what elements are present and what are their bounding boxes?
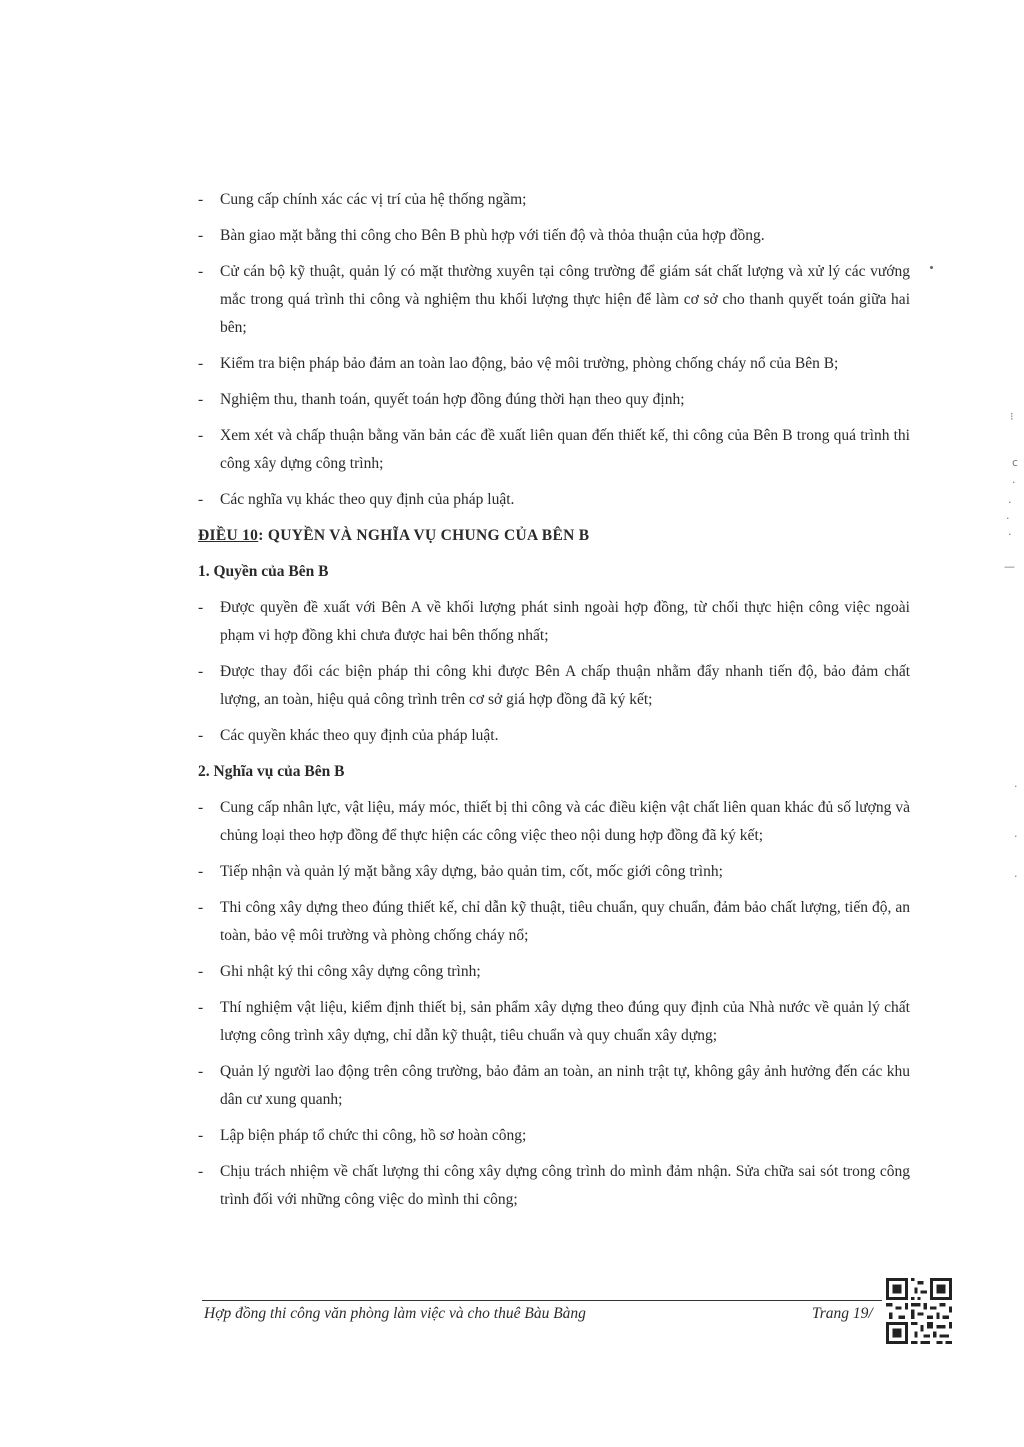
obligation-a-item [198, 350, 910, 378]
obligation-b-item [198, 858, 910, 886]
obligation-a-item-text: Cung cấp chính xác các vị trí của hệ thống ngầm; [220, 191, 527, 208]
obligation-b-item-text: Tiếp nhận và quản lý mặt bằng xây dựng, bảo quản tim, cốt, mốc giới công trình; [220, 863, 723, 880]
bullet-dash-icon: - [198, 227, 204, 244]
bullet-dash-icon: - [198, 1163, 204, 1180]
obligation-b-item-text: Chịu trách nhiệm về chất lượng thi công xây dựng công trình do mình đảm nhận. Sửa chữa sai sót trong công trình đối với những công việc do mình thi công; [220, 1163, 910, 1208]
footer-page-number: Trang 19/ [812, 1305, 873, 1322]
obligation-b-item [198, 894, 910, 950]
bullet-dash-icon: - [198, 263, 204, 280]
right-b-item [198, 722, 910, 750]
obligation-b-item [198, 958, 910, 986]
obligation-a-item-text: Xem xét và chấp thuận bằng văn bản các đề xuất liên quan đến thiết kế, thi công của Bên B trong quá trình thi công xây dựng công trình; [220, 427, 910, 472]
right-b-item [198, 594, 910, 650]
bullet-dash-icon: - [198, 999, 204, 1016]
scan-edge-marks: ⁝ c · · · · — · · · [1004, 410, 1019, 883]
bullet-dash-icon: - [198, 427, 204, 444]
section-heading-rights: 1. Quyền của Bên B [198, 563, 329, 580]
obligation-b-item-text: Cung cấp nhân lực, vật liệu, máy móc, thiết bị thi công và các điều kiện vật chất liên quan khác đủ số lượng và chủng loại theo hợp đồng để thực hiện các công việc theo nội dung hợp đồng đã ký kết; [220, 799, 910, 844]
obligation-b-item [198, 1122, 910, 1150]
obligation-b-item [198, 794, 910, 850]
bullet-dash-icon: - [198, 491, 204, 508]
bullet-dash-icon: - [198, 727, 204, 744]
rights-bullet-list [198, 594, 910, 750]
obligation-b-item-text: Thí nghiệm vật liệu, kiểm định thiết bị, sản phẩm xây dựng theo đúng quy định của Nhà nước về quản lý chất lượng công trình xây dựng, chỉ dẫn kỹ thuật, tiêu chuẩn và quy chuẩn xây dựng; [220, 999, 910, 1044]
obligation-b-item-text: Lập biện pháp tổ chức thi công, hồ sơ hoàn công; [220, 1127, 527, 1144]
top-bullet-list [198, 186, 910, 514]
bullet-dash-icon: - [198, 863, 204, 880]
bullet-dash-icon: - [198, 1127, 204, 1144]
bullet-dash-icon: - [198, 599, 204, 616]
obligation-a-item [198, 422, 910, 478]
bullet-dash-icon: - [198, 799, 204, 816]
obligation-a-item-text: Kiểm tra biện pháp bảo đảm an toàn lao động, bảo vệ môi trường, phòng chống cháy nổ của Bên B; [220, 355, 839, 372]
obligation-a-item-text: Các nghĩa vụ khác theo quy định của pháp luật. [220, 491, 515, 508]
bullet-dash-icon: - [198, 899, 204, 916]
obligation-b-item-text: Ghi nhật ký thi công xây dựng công trình; [220, 963, 481, 980]
bullet-dash-icon: - [198, 1063, 204, 1080]
obligation-b-item-text: Quản lý người lao động trên công trường, bảo đảm an toàn, an ninh trật tự, không gây ảnh hưởng đến các khu dân cư xung quanh; [220, 1063, 910, 1108]
section-heading-obligations: 2. Nghĩa vụ của Bên B [198, 763, 345, 780]
obligation-a-item-text: Nghiệm thu, thanh toán, quyết toán hợp đồng đúng thời hạn theo quy định; [220, 391, 685, 408]
bullet-dash-icon: - [198, 191, 204, 208]
obligation-b-item [198, 1058, 910, 1114]
bullet-dash-icon: - [198, 663, 204, 680]
document-body [198, 186, 910, 1222]
obligation-a-item-text: Bàn giao mặt bằng thi công cho Bên B phù hợp với tiến độ và thỏa thuận của hợp đồng. [220, 227, 765, 244]
obligation-a-item [198, 486, 910, 514]
article-number: ĐIỀU 10 [198, 527, 259, 544]
obligation-a-item [198, 386, 910, 414]
bullet-dash-icon: - [198, 391, 204, 408]
obligation-a-item [198, 222, 910, 250]
obligation-a-item-text: Cử cán bộ kỹ thuật, quản lý có mặt thường xuyên tại công trường để giám sát chất lượng và xử lý các vướng mắc trong quá trình thi công và nghiệm thu khối lượng thực hiện để làm cơ sở cho thanh quyết toán giữa hai bên; [220, 263, 910, 336]
obligations-bullet-list [198, 794, 910, 1214]
right-b-item [198, 658, 910, 714]
obligation-b-item-text: Thi công xây dựng theo đúng thiết kế, chỉ dẫn kỹ thuật, tiêu chuẩn, quy chuẩn, đảm bảo chất lượng, tiến độ, an toàn, bảo vệ môi trường và phòng chống cháy nổ; [220, 899, 910, 944]
obligation-b-item [198, 1158, 910, 1214]
article-title: : QUYỀN VÀ NGHĨA VỤ CHUNG CỦA BÊN B [258, 527, 590, 544]
obligation-b-item [198, 994, 910, 1050]
footer-divider [202, 1300, 882, 1301]
right-b-item-text: Các quyền khác theo quy định của pháp luật. [220, 727, 499, 744]
footer-document-title: Hợp đồng thi công văn phòng làm việc và cho thuê Bàu Bàng [204, 1305, 586, 1322]
qr-code-icon [886, 1278, 952, 1344]
scan-speck [930, 266, 933, 269]
obligation-a-item [198, 258, 910, 342]
obligation-a-item [198, 186, 910, 214]
article-heading [198, 522, 910, 550]
right-b-item-text: Được quyền đề xuất với Bên A về khối lượng phát sinh ngoài hợp đồng, từ chối thực hiện công việc ngoài phạm vi hợp đồng khi chưa được hai bên thống nhất; [220, 599, 910, 644]
right-b-item-text: Được thay đổi các biện pháp thi công khi được Bên A chấp thuận nhằm đẩy nhanh tiến độ, bảo đảm chất lượng, an toàn, hiệu quả công trình trên cơ sở giá hợp đồng đã ký kết; [220, 663, 910, 708]
bullet-dash-icon: - [198, 355, 204, 372]
bullet-dash-icon: - [198, 963, 204, 980]
